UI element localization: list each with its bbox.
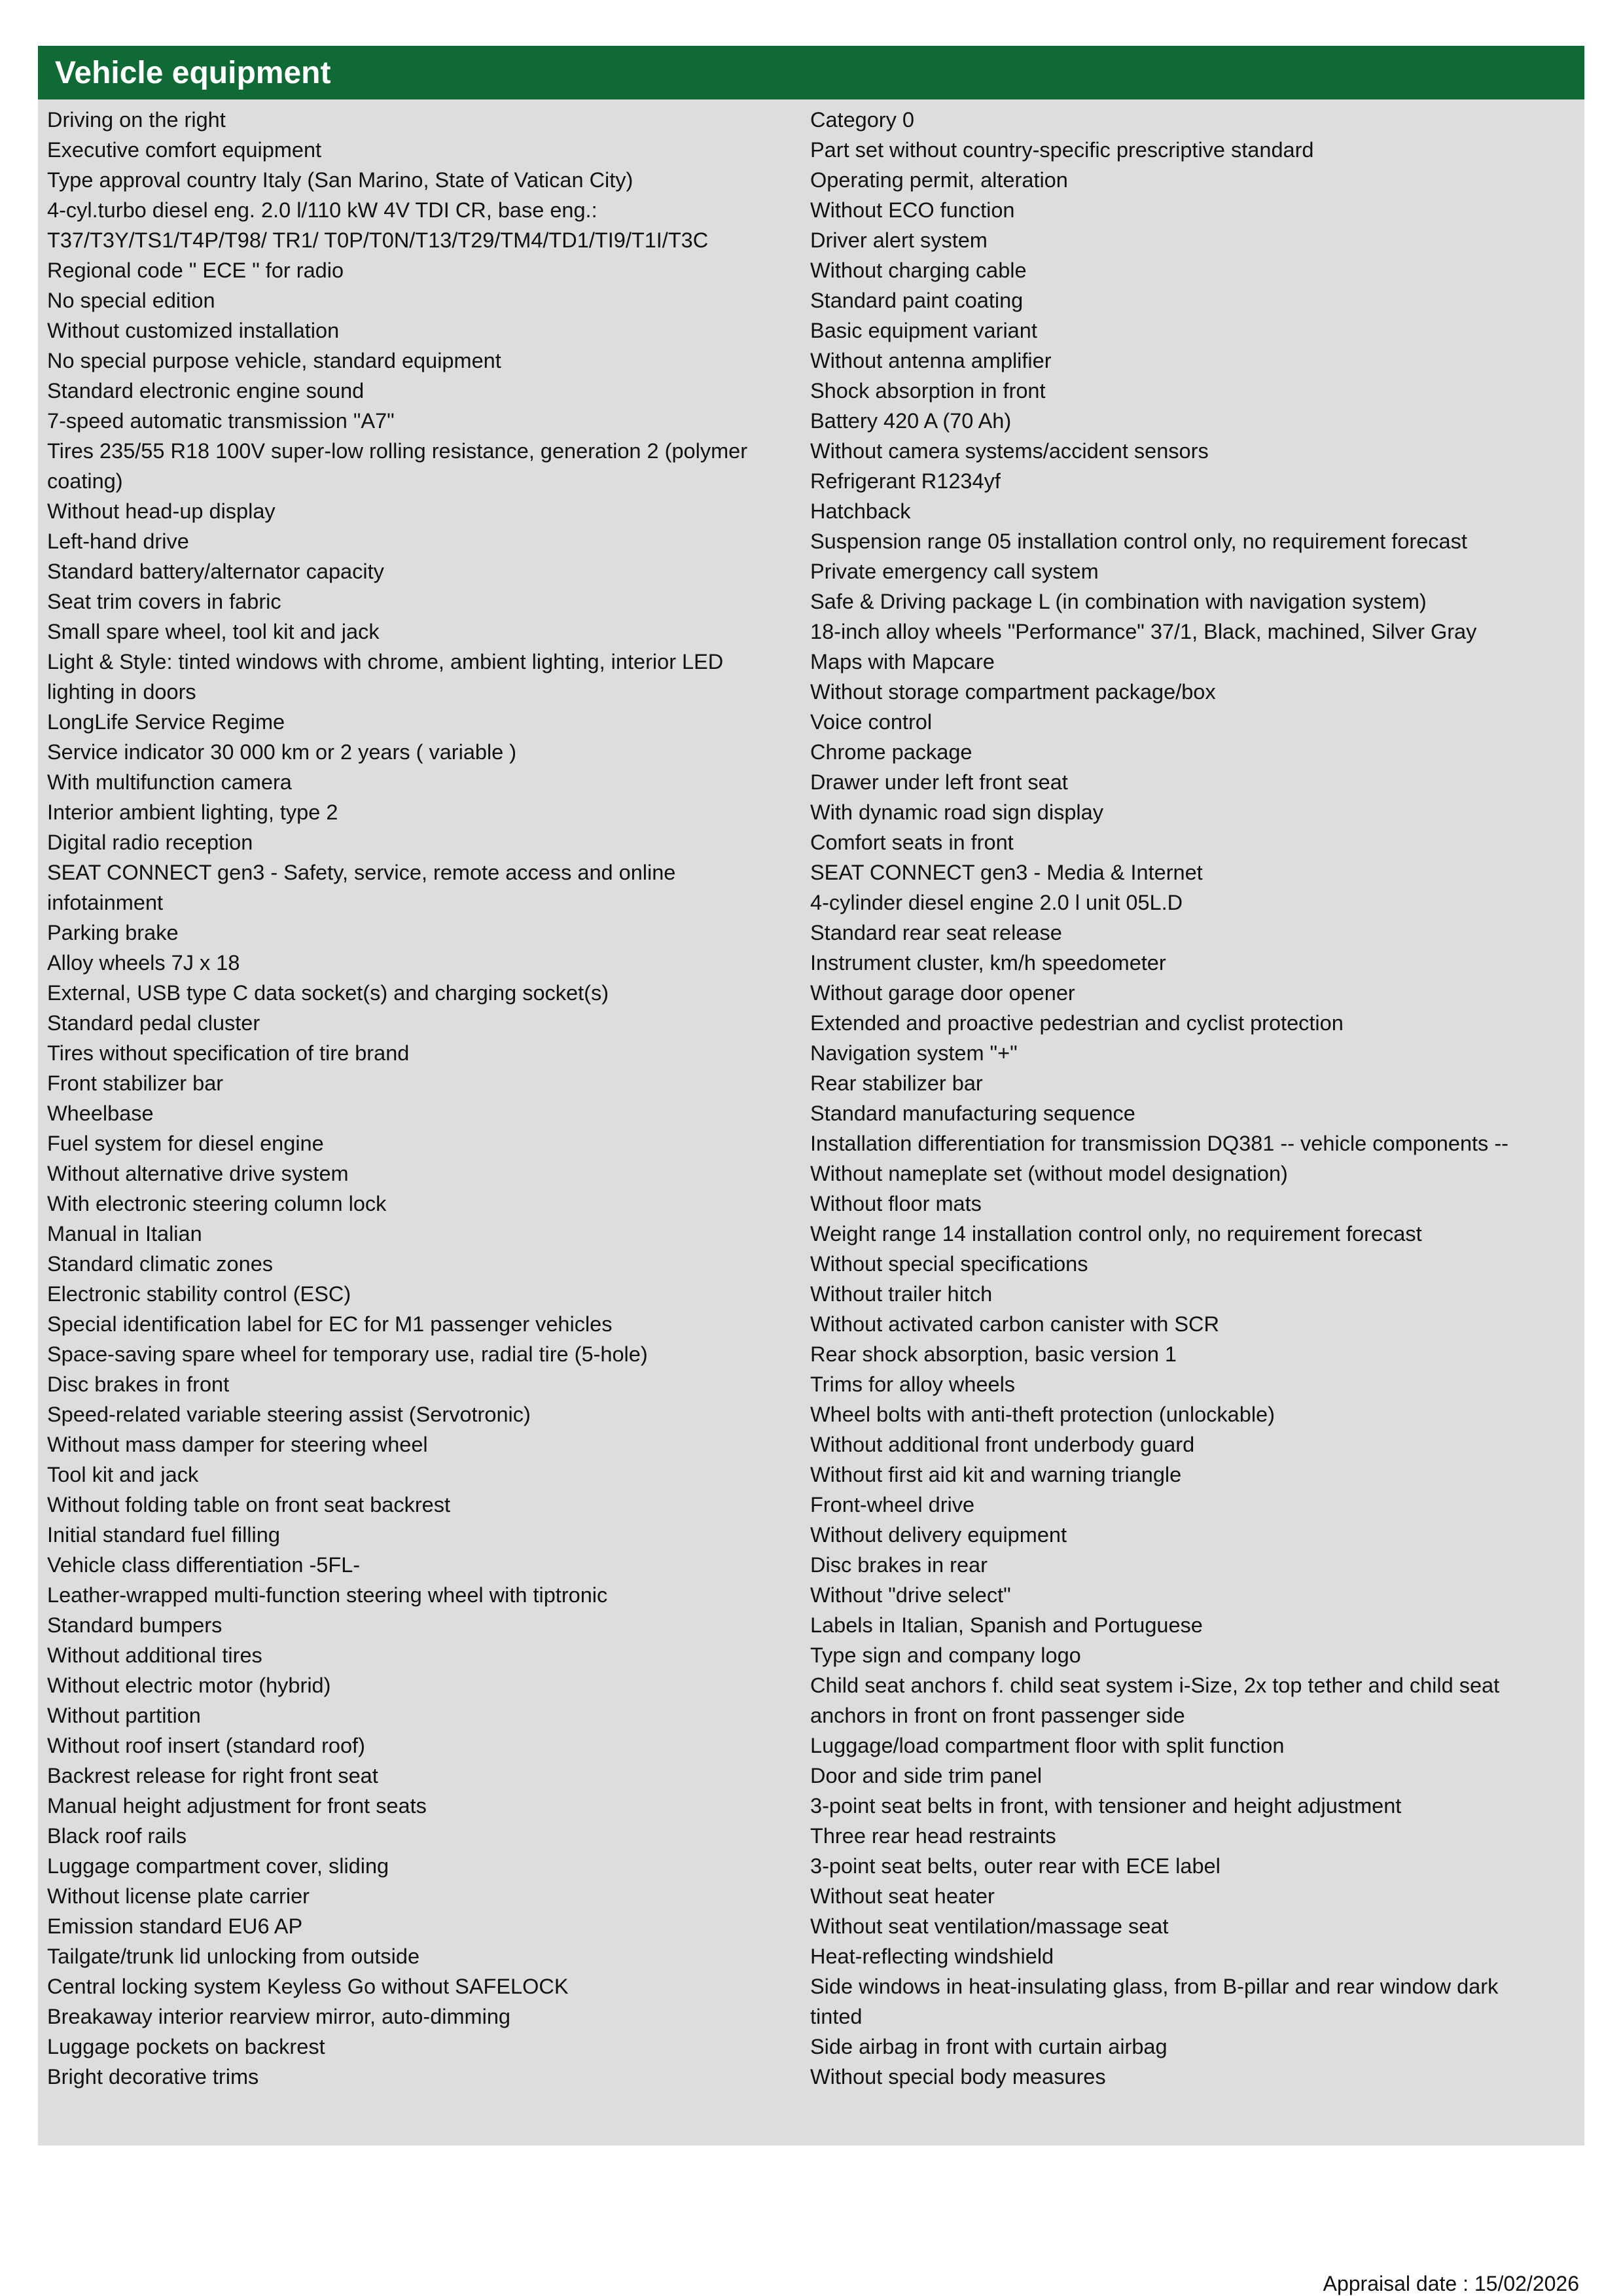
equipment-item: External, USB type C data socket(s) and charging socket(s)	[47, 981, 609, 1005]
equipment-item: Alloy wheels 7J x 18	[47, 951, 240, 975]
equipment-item: Interior ambient lighting, type 2	[47, 800, 338, 824]
equipment-item: Drawer under left front seat	[810, 770, 1068, 794]
equipment-column-right	[810, 105, 1584, 2145]
equipment-item: Hatchback	[810, 499, 911, 523]
appraisal-date-value: 15/02/2026	[1474, 2272, 1579, 2295]
equipment-item: Digital radio reception	[47, 831, 253, 854]
equipment-item: Light & Style: tinted windows with chrome, ambient lighting, interior LED	[47, 650, 724, 673]
equipment-item: Tailgate/trunk lid unlocking from outside	[47, 1945, 420, 1968]
section-title: Vehicle equipment	[38, 46, 1584, 99]
equipment-item: Standard climatic zones	[47, 1252, 274, 1276]
equipment-item: Luggage compartment cover, sliding	[47, 1854, 389, 1878]
equipment-item: Disc brakes in front	[47, 1372, 230, 1396]
equipment-item: Without floor mats	[810, 1192, 982, 1215]
equipment-item: Tires without specification of tire brand	[47, 1041, 410, 1065]
equipment-item: Without mass damper for steering wheel	[47, 1433, 428, 1456]
equipment-item: Vehicle class differentiation -5FL-	[47, 1553, 361, 1577]
equipment-item: Without electric motor (hybrid)	[47, 1674, 331, 1697]
equipment-item: Without storage compartment package/box	[810, 680, 1216, 704]
equipment-item: Standard rear seat release	[810, 921, 1062, 944]
equipment-item: Front stabilizer bar	[47, 1071, 224, 1095]
equipment-item: Without charging cable	[810, 259, 1027, 282]
equipment-item: T37/T3Y/TS1/T4P/T98/ TR1/ T0P/T0N/T13/T29/TM4/TD1/TI9/T1I/T3C	[47, 228, 709, 252]
equipment-item: Without seat heater	[810, 1884, 995, 1908]
equipment-item: Child seat anchors f. child seat system i-Size, 2x top tether and child seat	[810, 1674, 1500, 1697]
equipment-column-left	[38, 105, 810, 2145]
equipment-item: Standard bumpers	[47, 1613, 223, 1637]
equipment-item: Basic equipment variant	[810, 319, 1037, 342]
equipment-item: SEAT CONNECT gen3 - Media & Internet	[810, 861, 1203, 884]
equipment-list	[38, 99, 1584, 2145]
equipment-item: Standard paint coating	[810, 289, 1024, 312]
equipment-item: Electronic stability control (ESC)	[47, 1282, 351, 1306]
equipment-item: tinted	[810, 2005, 863, 2028]
equipment-item: Without folding table on front seat backrest	[47, 1493, 451, 1516]
equipment-item: Service indicator 30 000 km or 2 years ( variable )	[47, 740, 517, 764]
equipment-item: Luggage/load compartment floor with split function	[810, 1734, 1285, 1757]
equipment-item: Without seat ventilation/massage seat	[810, 1914, 1169, 1938]
equipment-item: Initial standard fuel filling	[47, 1523, 280, 1547]
equipment-item: Driving on the right	[47, 108, 226, 132]
equipment-item: Bright decorative trims	[47, 2065, 259, 2089]
equipment-item: Special identification label for EC for M1 passenger vehicles	[47, 1312, 613, 1336]
equipment-item: Small spare wheel, tool kit and jack	[47, 620, 380, 643]
equipment-item: Labels in Italian, Spanish and Portuguese	[810, 1613, 1203, 1637]
equipment-item: Without partition	[47, 1704, 201, 1727]
equipment-item: Without delivery equipment	[810, 1523, 1067, 1547]
equipment-item: Front-wheel drive	[810, 1493, 975, 1516]
equipment-item: 7-speed automatic transmission "A7"	[47, 409, 395, 433]
equipment-item: 4-cyl.turbo diesel eng. 2.0 l/110 kW 4V TDI CR, base eng.:	[47, 198, 597, 222]
equipment-item: Type sign and company logo	[810, 1643, 1081, 1667]
equipment-item: Disc brakes in rear	[810, 1553, 988, 1577]
equipment-item: Without trailer hitch	[810, 1282, 993, 1306]
equipment-item: Without head-up display	[47, 499, 276, 523]
equipment-item: Standard electronic engine sound	[47, 379, 365, 403]
equipment-item: Space-saving spare wheel for temporary use, radial tire (5-hole)	[47, 1342, 648, 1366]
equipment-item: Without first aid kit and warning triangle	[810, 1463, 1182, 1486]
equipment-item: Tires 235/55 R18 100V super-low rolling resistance, generation 2 (polymer	[47, 439, 748, 463]
equipment-item: Trims for alloy wheels	[810, 1372, 1016, 1396]
appraisal-date	[1323, 2271, 1579, 2296]
equipment-item: Standard pedal cluster	[47, 1011, 260, 1035]
equipment-item: Backrest release for right front seat	[47, 1764, 378, 1787]
equipment-item: Extended and proactive pedestrian and cyclist protection	[810, 1011, 1344, 1035]
equipment-item: Without garage door opener	[810, 981, 1075, 1005]
equipment-item: Without alternative drive system	[47, 1162, 349, 1185]
equipment-item: Left-hand drive	[47, 529, 189, 553]
equipment-item: Part set without country-specific prescriptive standard	[810, 138, 1314, 162]
equipment-item: No special purpose vehicle, standard equipment	[47, 349, 501, 372]
equipment-item: anchors in front on front passenger side	[810, 1704, 1185, 1727]
equipment-item: Standard battery/alternator capacity	[47, 560, 384, 583]
equipment-item: LongLife Service Regime	[47, 710, 285, 734]
equipment-item: Safe & Driving package L (in combination with navigation system)	[810, 590, 1427, 613]
equipment-item: Without roof insert (standard roof)	[47, 1734, 365, 1757]
equipment-item: Tool kit and jack	[47, 1463, 199, 1486]
equipment-item: Standard manufacturing sequence	[810, 1102, 1135, 1125]
equipment-item: 3-point seat belts, outer rear with ECE label	[810, 1854, 1221, 1878]
equipment-item: infotainment	[47, 891, 164, 914]
equipment-item: Without ECO function	[810, 198, 1015, 222]
equipment-item: Luggage pockets on backrest	[47, 2035, 325, 2058]
equipment-item: Wheel bolts with anti-theft protection (unlockable)	[810, 1403, 1275, 1426]
equipment-item: No special edition	[47, 289, 215, 312]
equipment-item: Navigation system "+"	[810, 1041, 1018, 1065]
equipment-item: Executive comfort equipment	[47, 138, 322, 162]
equipment-item: Leather-wrapped multi-function steering wheel with tiptronic	[47, 1583, 608, 1607]
equipment-item: 18-inch alloy wheels "Performance" 37/1, Black, machined, Silver Gray	[810, 620, 1477, 643]
equipment-item: Rear shock absorption, basic version 1	[810, 1342, 1177, 1366]
equipment-item: Speed-related variable steering assist (Servotronic)	[47, 1403, 531, 1426]
equipment-item: Refrigerant R1234yf	[810, 469, 1001, 493]
equipment-item: Shock absorption in front	[810, 379, 1046, 403]
equipment-item: Maps with Mapcare	[810, 650, 995, 673]
equipment-item: Central locking system Keyless Go without SAFELOCK	[47, 1975, 569, 1998]
equipment-item: 3-point seat belts in front, with tensioner and height adjustment	[810, 1794, 1402, 1818]
equipment-item: Wheelbase	[47, 1102, 154, 1125]
equipment-item: Regional code " ECE " for radio	[47, 259, 344, 282]
equipment-item: Manual in Italian	[47, 1222, 202, 1246]
equipment-item: Weight range 14 installation control only, no requirement forecast	[810, 1222, 1422, 1246]
equipment-item: Without activated carbon canister with SCR	[810, 1312, 1219, 1336]
equipment-item: Black roof rails	[47, 1824, 187, 1848]
equipment-item: Emission standard EU6 AP	[47, 1914, 303, 1938]
equipment-item: Without camera systems/accident sensors	[810, 439, 1209, 463]
equipment-item: Without license plate carrier	[47, 1884, 310, 1908]
equipment-item: Manual height adjustment for front seats	[47, 1794, 427, 1818]
equipment-item: Three rear head restraints	[810, 1824, 1056, 1848]
equipment-item: Without additional front underbody guard	[810, 1433, 1195, 1456]
equipment-item: With electronic steering column lock	[47, 1192, 387, 1215]
equipment-item: With dynamic road sign display	[810, 800, 1103, 824]
equipment-item: Without special specifications	[810, 1252, 1088, 1276]
equipment-item: SEAT CONNECT gen3 - Safety, service, remote access and online	[47, 861, 676, 884]
equipment-item: Private emergency call system	[810, 560, 1099, 583]
equipment-item: Operating permit, alteration	[810, 168, 1068, 192]
equipment-item: Fuel system for diesel engine	[47, 1132, 324, 1155]
equipment-item: Type approval country Italy (San Marino, State of Vatican City)	[47, 168, 633, 192]
equipment-item: Without customized installation	[47, 319, 340, 342]
appraisal-date-label: Appraisal date :	[1323, 2272, 1469, 2295]
equipment-item: Rear stabilizer bar	[810, 1071, 983, 1095]
equipment-item: Comfort seats in front	[810, 831, 1014, 854]
equipment-item: Side windows in heat-insulating glass, from B-pillar and rear window dark	[810, 1975, 1499, 1998]
equipment-item: lighting in doors	[47, 680, 196, 704]
equipment-item: 4-cylinder diesel engine 2.0 l unit 05L.D	[810, 891, 1183, 914]
equipment-item: Without special body measures	[810, 2065, 1106, 2089]
equipment-item: Category 0	[810, 108, 914, 132]
equipment-item: Heat-reflecting windshield	[810, 1945, 1054, 1968]
equipment-item: Instrument cluster, km/h speedometer	[810, 951, 1166, 975]
equipment-item: Voice control	[810, 710, 933, 734]
equipment-item: Seat trim covers in fabric	[47, 590, 281, 613]
equipment-item: Suspension range 05 installation control only, no requirement forecast	[810, 529, 1467, 553]
equipment-item: Installation differentiation for transmission DQ381 -- vehicle components --	[810, 1132, 1508, 1155]
equipment-item: Chrome package	[810, 740, 972, 764]
equipment-item: Side airbag in front with curtain airbag	[810, 2035, 1168, 2058]
equipment-item: Battery 420 A (70 Ah)	[810, 409, 1012, 433]
equipment-item: coating)	[47, 469, 123, 493]
equipment-item: With multifunction camera	[47, 770, 292, 794]
equipment-item: Breakaway interior rearview mirror, auto-dimming	[47, 2005, 511, 2028]
equipment-item: Without antenna amplifier	[810, 349, 1052, 372]
equipment-item: Without nameplate set (without model designation)	[810, 1162, 1288, 1185]
equipment-item: Without additional tires	[47, 1643, 262, 1667]
equipment-item: Parking brake	[47, 921, 179, 944]
equipment-item: Door and side trim panel	[810, 1764, 1043, 1787]
equipment-item: Driver alert system	[810, 228, 988, 252]
vehicle-equipment-section	[38, 46, 1584, 2145]
equipment-item: Without "drive select"	[810, 1583, 1011, 1607]
